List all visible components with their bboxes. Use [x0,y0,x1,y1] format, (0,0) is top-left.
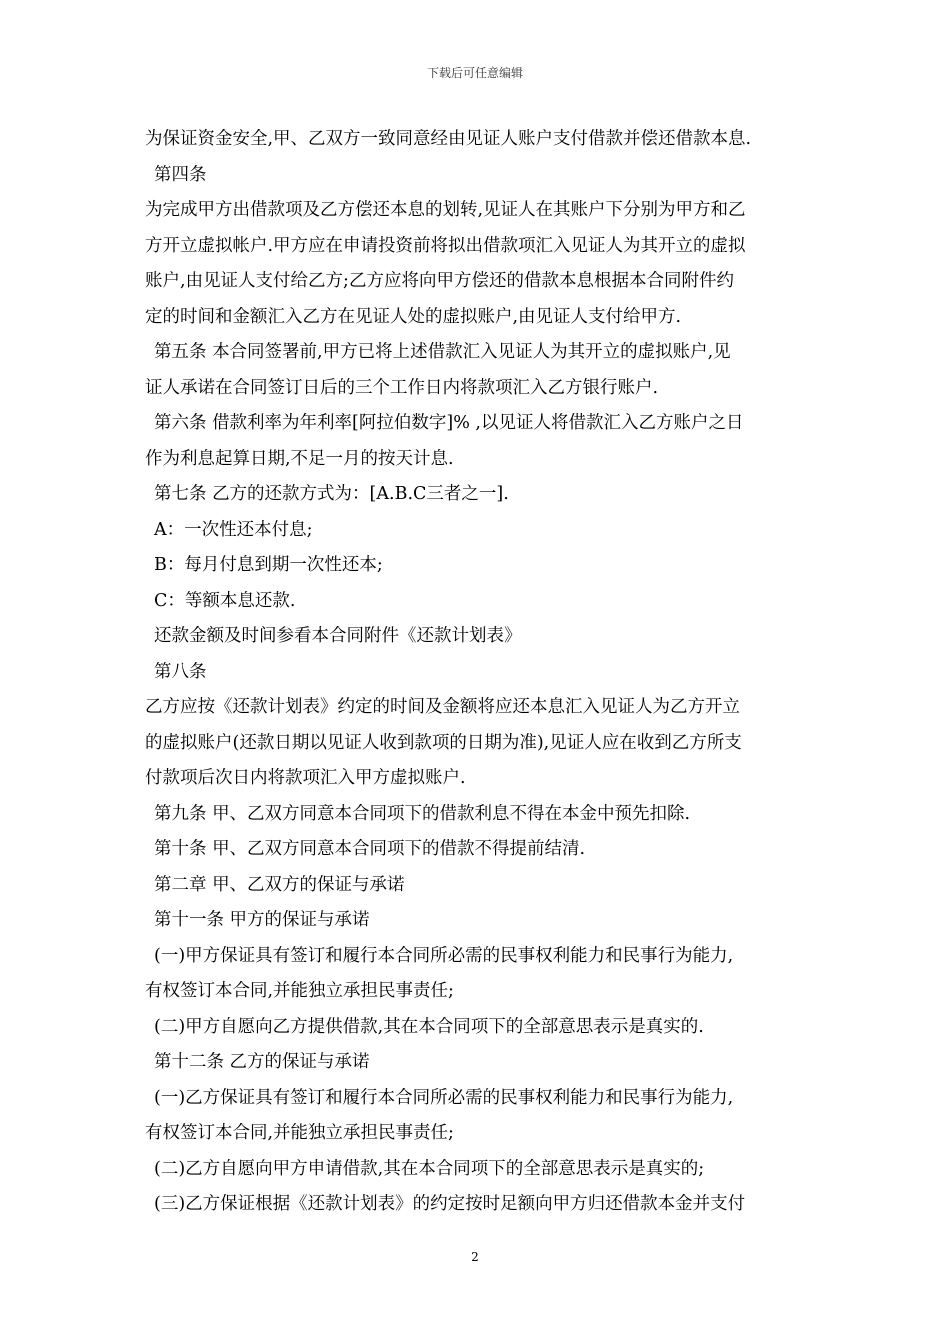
text-line: 的虚拟账户(还款日期以见证人收到款项的日期为准),见证人应在收到乙方所支 [145,732,742,753]
text-line: 第十二条 乙方的保证与承诺 [154,1052,370,1072]
text-line: 第四条 [154,164,207,185]
text-line: 第十一条 甲方的保证与承诺 [154,910,370,930]
text-line: 第六条 借款利率为年利率[阿拉伯数字]% ,以见证人将借款汇入乙方账户之日 [154,413,744,433]
text-line: (一)乙方保证具有签订和履行本合同所必需的民事权利能力和民事行为能力, [154,1087,734,1108]
text-line: 第二章 甲、乙双方的保证与承诺 [154,874,405,895]
text-line: (三)乙方保证根据《还款计划表》的约定按时足额向甲方归还借款本金并支付 [154,1194,746,1214]
text-line: 证人承诺在合同签订日后的三个工作日内将款项汇入乙方银行账户. [145,377,659,398]
text-line: 账户,由见证人支付给乙方;乙方应将向甲方偿还的借款本息根据本合同附件约 [145,271,734,291]
text-line: (二)甲方自愿向乙方提供借款,其在本合同项下的全部意思表示是真实的. [154,1016,704,1037]
text-line: 第九条 甲、乙双方同意本合同项下的借款利息不得在本金中预先扣除. [154,803,691,824]
text-line: 有权签订本合同,并能独立承担民事责任; [145,1123,454,1143]
text-line: 为保证资金安全,甲、乙双方一致同意经由见证人账户支付借款并偿还借款本息. [145,129,752,149]
text-line: 第七条 乙方的还款方式为：[A.B.C三者之一]. [154,484,509,504]
text-line: C：等额本息还款. [154,590,296,611]
text-line: B：每月付息到期一次性还本; [154,555,383,575]
text-line: 第八条 [154,661,207,682]
text-line: 为完成甲方出借款项及乙方偿还本息的划转,见证人在其账户下分别为甲方和乙 [145,200,746,220]
text-line: (一)甲方保证具有签订和履行本合同所必需的民事权利能力和民事行为能力, [154,945,734,966]
text-line: 方开立虚拟帐户.甲方应在申请投资前将拟出借款项汇入见证人为其开立的虚拟 [145,235,746,256]
page-number: 2 [471,1250,479,1264]
text-line: 还款金额及时间参看本合同附件《还款计划表》 [154,626,522,646]
text-line: 作为利息起算日期,不足一月的按天计息. [145,448,454,469]
text-line: A：一次性还本付息; [154,519,313,540]
document-body [145,122,815,1223]
text-line: 付款项后次日内将款项汇入甲方虚拟账户. [145,768,466,788]
text-line: (二)乙方自愿向甲方申请借款,其在本合同项下的全部意思表示是真实的; [154,1158,705,1179]
text-line: 定的时间和金额汇入乙方在见证人处的虚拟账户,由见证人支付给甲方. [145,306,682,327]
text-line: 有权签订本合同,并能独立承担民事责任; [145,981,454,1001]
page-header: 下载后可任意编辑 [426,66,523,80]
text-line: 第五条 本合同签署前,甲方已将上述借款汇入见证人为其开立的虚拟账户,见 [154,342,731,362]
text-line: 第十条 甲、乙双方同意本合同项下的借款不得提前结清. [154,839,586,859]
text-line: 乙方应按《还款计划表》约定的时间及金额将应还本息汇入见证人为乙方开立 [145,697,740,717]
